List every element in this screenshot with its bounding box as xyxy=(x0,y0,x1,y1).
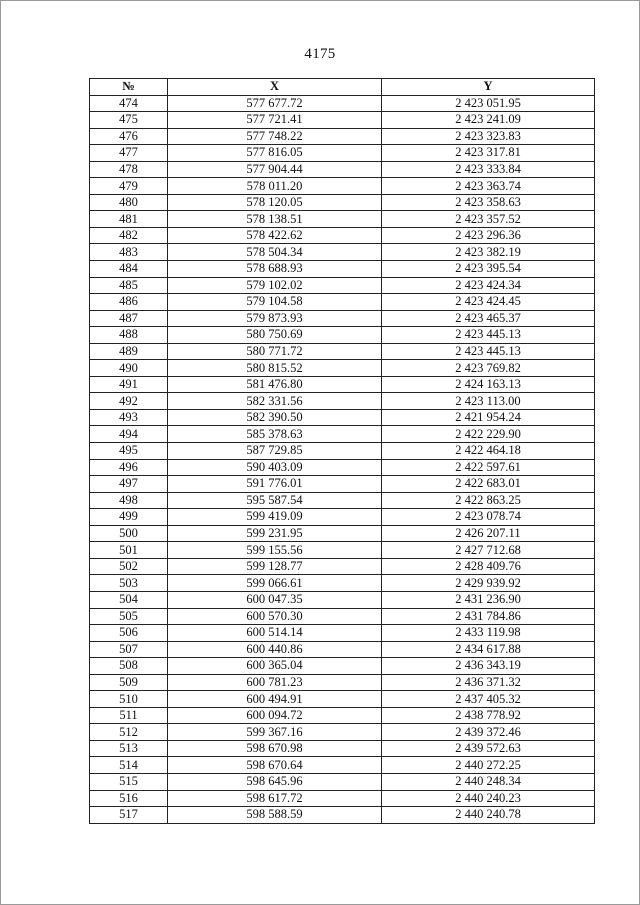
table-row xyxy=(90,492,595,509)
table-row xyxy=(90,161,595,178)
cell-number: 506 xyxy=(90,625,168,642)
cell-y: 2 423 769.82 xyxy=(382,360,595,377)
cell-number: 504 xyxy=(90,591,168,608)
cell-x: 600 440.86 xyxy=(168,641,382,658)
table-row xyxy=(90,310,595,327)
table-row xyxy=(90,459,595,476)
cell-number: 507 xyxy=(90,641,168,658)
cell-y: 2 431 236.90 xyxy=(382,591,595,608)
table-row xyxy=(90,740,595,757)
cell-number: 502 xyxy=(90,558,168,575)
cell-x: 578 120.05 xyxy=(168,194,382,211)
cell-number: 477 xyxy=(90,145,168,162)
table-row xyxy=(90,112,595,129)
table-row xyxy=(90,641,595,658)
cell-x: 598 645.96 xyxy=(168,773,382,790)
table-row xyxy=(90,658,595,675)
cell-number: 483 xyxy=(90,244,168,261)
cell-x: 580 815.52 xyxy=(168,360,382,377)
cell-x: 599 367.16 xyxy=(168,724,382,741)
cell-number: 489 xyxy=(90,343,168,360)
table-row xyxy=(90,178,595,195)
header-number: № xyxy=(90,79,168,96)
table-row xyxy=(90,509,595,526)
cell-x: 599 419.09 xyxy=(168,509,382,526)
cell-number: 475 xyxy=(90,112,168,129)
cell-y: 2 423 078.74 xyxy=(382,509,595,526)
table-body xyxy=(90,95,595,823)
cell-y: 2 423 445.13 xyxy=(382,327,595,344)
cell-y: 2 433 119.98 xyxy=(382,625,595,642)
cell-number: 481 xyxy=(90,211,168,228)
table-row xyxy=(90,294,595,311)
cell-y: 2 422 464.18 xyxy=(382,443,595,460)
cell-y: 2 422 229.90 xyxy=(382,426,595,443)
cell-y: 2 434 617.88 xyxy=(382,641,595,658)
cell-x: 598 617.72 xyxy=(168,790,382,807)
table-row xyxy=(90,724,595,741)
table-row xyxy=(90,277,595,294)
header-x: X xyxy=(168,79,382,96)
cell-x: 598 670.64 xyxy=(168,757,382,774)
cell-x: 577 677.72 xyxy=(168,95,382,112)
cell-y: 2 436 371.32 xyxy=(382,674,595,691)
table-row xyxy=(90,409,595,426)
table-row xyxy=(90,327,595,344)
table-header-row xyxy=(90,79,595,96)
cell-y: 2 437 405.32 xyxy=(382,691,595,708)
cell-y: 2 428 409.76 xyxy=(382,558,595,575)
cell-number: 497 xyxy=(90,476,168,493)
cell-y: 2 440 240.78 xyxy=(382,807,595,824)
cell-number: 495 xyxy=(90,443,168,460)
cell-y: 2 423 317.81 xyxy=(382,145,595,162)
cell-y: 2 423 445.13 xyxy=(382,343,595,360)
cell-number: 493 xyxy=(90,409,168,426)
cell-x: 582 331.56 xyxy=(168,393,382,410)
cell-number: 491 xyxy=(90,376,168,393)
cell-x: 599 231.95 xyxy=(168,525,382,542)
cell-x: 600 365.04 xyxy=(168,658,382,675)
table-row xyxy=(90,773,595,790)
table-row xyxy=(90,244,595,261)
cell-y: 2 423 241.09 xyxy=(382,112,595,129)
table-row xyxy=(90,376,595,393)
cell-x: 577 816.05 xyxy=(168,145,382,162)
cell-number: 508 xyxy=(90,658,168,675)
cell-y: 2 423 395.54 xyxy=(382,261,595,278)
cell-number: 487 xyxy=(90,310,168,327)
table-row xyxy=(90,558,595,575)
cell-y: 2 423 363.74 xyxy=(382,178,595,195)
cell-number: 511 xyxy=(90,707,168,724)
table-row xyxy=(90,674,595,691)
cell-number: 476 xyxy=(90,128,168,145)
table-row xyxy=(90,227,595,244)
cell-y: 2 423 296.36 xyxy=(382,227,595,244)
cell-y: 2 423 323.83 xyxy=(382,128,595,145)
cell-y: 2 424 163.13 xyxy=(382,376,595,393)
cell-y: 2 429 939.92 xyxy=(382,575,595,592)
cell-x: 578 011.20 xyxy=(168,178,382,195)
table-row xyxy=(90,211,595,228)
table-row xyxy=(90,476,595,493)
cell-x: 585 378.63 xyxy=(168,426,382,443)
cell-x: 581 476.80 xyxy=(168,376,382,393)
cell-number: 484 xyxy=(90,261,168,278)
table-row xyxy=(90,807,595,824)
cell-x: 580 771.72 xyxy=(168,343,382,360)
table-row xyxy=(90,707,595,724)
table-row xyxy=(90,443,595,460)
cell-number: 514 xyxy=(90,757,168,774)
cell-number: 517 xyxy=(90,807,168,824)
cell-y: 2 423 424.45 xyxy=(382,294,595,311)
cell-x: 590 403.09 xyxy=(168,459,382,476)
table-row xyxy=(90,575,595,592)
cell-number: 474 xyxy=(90,95,168,112)
cell-x: 578 138.51 xyxy=(168,211,382,228)
cell-number: 501 xyxy=(90,542,168,559)
cell-x: 577 748.22 xyxy=(168,128,382,145)
page-number: 4175 xyxy=(304,46,336,62)
cell-x: 600 514.14 xyxy=(168,625,382,642)
table-row xyxy=(90,591,595,608)
cell-x: 578 504.34 xyxy=(168,244,382,261)
cell-number: 492 xyxy=(90,393,168,410)
cell-number: 490 xyxy=(90,360,168,377)
cell-number: 500 xyxy=(90,525,168,542)
cell-y: 2 422 683.01 xyxy=(382,476,595,493)
cell-y: 2 439 372.46 xyxy=(382,724,595,741)
cell-x: 600 570.30 xyxy=(168,608,382,625)
cell-number: 516 xyxy=(90,790,168,807)
cell-number: 512 xyxy=(90,724,168,741)
cell-y: 2 438 778.92 xyxy=(382,707,595,724)
cell-x: 582 390.50 xyxy=(168,409,382,426)
cell-number: 482 xyxy=(90,227,168,244)
cell-number: 509 xyxy=(90,674,168,691)
table-row xyxy=(90,145,595,162)
cell-y: 2 423 113.00 xyxy=(382,393,595,410)
cell-number: 480 xyxy=(90,194,168,211)
table-row xyxy=(90,128,595,145)
cell-y: 2 439 572.63 xyxy=(382,740,595,757)
cell-x: 600 781.23 xyxy=(168,674,382,691)
cell-y: 2 440 272.25 xyxy=(382,757,595,774)
table-row xyxy=(90,194,595,211)
cell-y: 2 422 597.61 xyxy=(382,459,595,476)
cell-number: 488 xyxy=(90,327,168,344)
cell-x: 577 904.44 xyxy=(168,161,382,178)
cell-y: 2 440 240.23 xyxy=(382,790,595,807)
cell-x: 600 494.91 xyxy=(168,691,382,708)
cell-x: 599 128.77 xyxy=(168,558,382,575)
cell-y: 2 423 382.19 xyxy=(382,244,595,261)
cell-y: 2 423 051.95 xyxy=(382,95,595,112)
table-row xyxy=(90,625,595,642)
table-row xyxy=(90,426,595,443)
table-row xyxy=(90,691,595,708)
cell-x: 598 670.98 xyxy=(168,740,382,757)
cell-number: 479 xyxy=(90,178,168,195)
cell-x: 598 588.59 xyxy=(168,807,382,824)
cell-y: 2 423 333.84 xyxy=(382,161,595,178)
cell-x: 577 721.41 xyxy=(168,112,382,129)
cell-number: 478 xyxy=(90,161,168,178)
cell-y: 2 423 465.37 xyxy=(382,310,595,327)
cell-number: 485 xyxy=(90,277,168,294)
table-row xyxy=(90,343,595,360)
cell-x: 599 155.56 xyxy=(168,542,382,559)
table-row xyxy=(90,261,595,278)
cell-number: 496 xyxy=(90,459,168,476)
cell-x: 579 104.58 xyxy=(168,294,382,311)
cell-y: 2 440 248.34 xyxy=(382,773,595,790)
cell-y: 2 421 954.24 xyxy=(382,409,595,426)
table-row xyxy=(90,757,595,774)
cell-number: 499 xyxy=(90,509,168,526)
cell-x: 579 873.93 xyxy=(168,310,382,327)
cell-number: 510 xyxy=(90,691,168,708)
cell-number: 486 xyxy=(90,294,168,311)
cell-x: 595 587.54 xyxy=(168,492,382,509)
table-row xyxy=(90,790,595,807)
cell-x: 587 729.85 xyxy=(168,443,382,460)
cell-x: 578 688.93 xyxy=(168,261,382,278)
cell-y: 2 427 712.68 xyxy=(382,542,595,559)
cell-number: 505 xyxy=(90,608,168,625)
table-row xyxy=(90,393,595,410)
cell-y: 2 423 424.34 xyxy=(382,277,595,294)
cell-x: 600 094.72 xyxy=(168,707,382,724)
cell-number: 503 xyxy=(90,575,168,592)
cell-y: 2 423 358.63 xyxy=(382,194,595,211)
table-row xyxy=(90,360,595,377)
cell-number: 498 xyxy=(90,492,168,509)
table-row xyxy=(90,542,595,559)
cell-x: 578 422.62 xyxy=(168,227,382,244)
cell-y: 2 431 784.86 xyxy=(382,608,595,625)
cell-x: 591 776.01 xyxy=(168,476,382,493)
table-row xyxy=(90,525,595,542)
table-row xyxy=(90,608,595,625)
cell-y: 2 426 207.11 xyxy=(382,525,595,542)
cell-x: 580 750.69 xyxy=(168,327,382,344)
cell-number: 494 xyxy=(90,426,168,443)
cell-x: 579 102.02 xyxy=(168,277,382,294)
coordinates-table xyxy=(89,78,595,824)
cell-y: 2 423 357.52 xyxy=(382,211,595,228)
cell-y: 2 436 343.19 xyxy=(382,658,595,675)
cell-number: 515 xyxy=(90,773,168,790)
cell-x: 600 047.35 xyxy=(168,591,382,608)
cell-x: 599 066.61 xyxy=(168,575,382,592)
header-y: Y xyxy=(382,79,595,96)
cell-y: 2 422 863.25 xyxy=(382,492,595,509)
cell-number: 513 xyxy=(90,740,168,757)
table-row xyxy=(90,95,595,112)
